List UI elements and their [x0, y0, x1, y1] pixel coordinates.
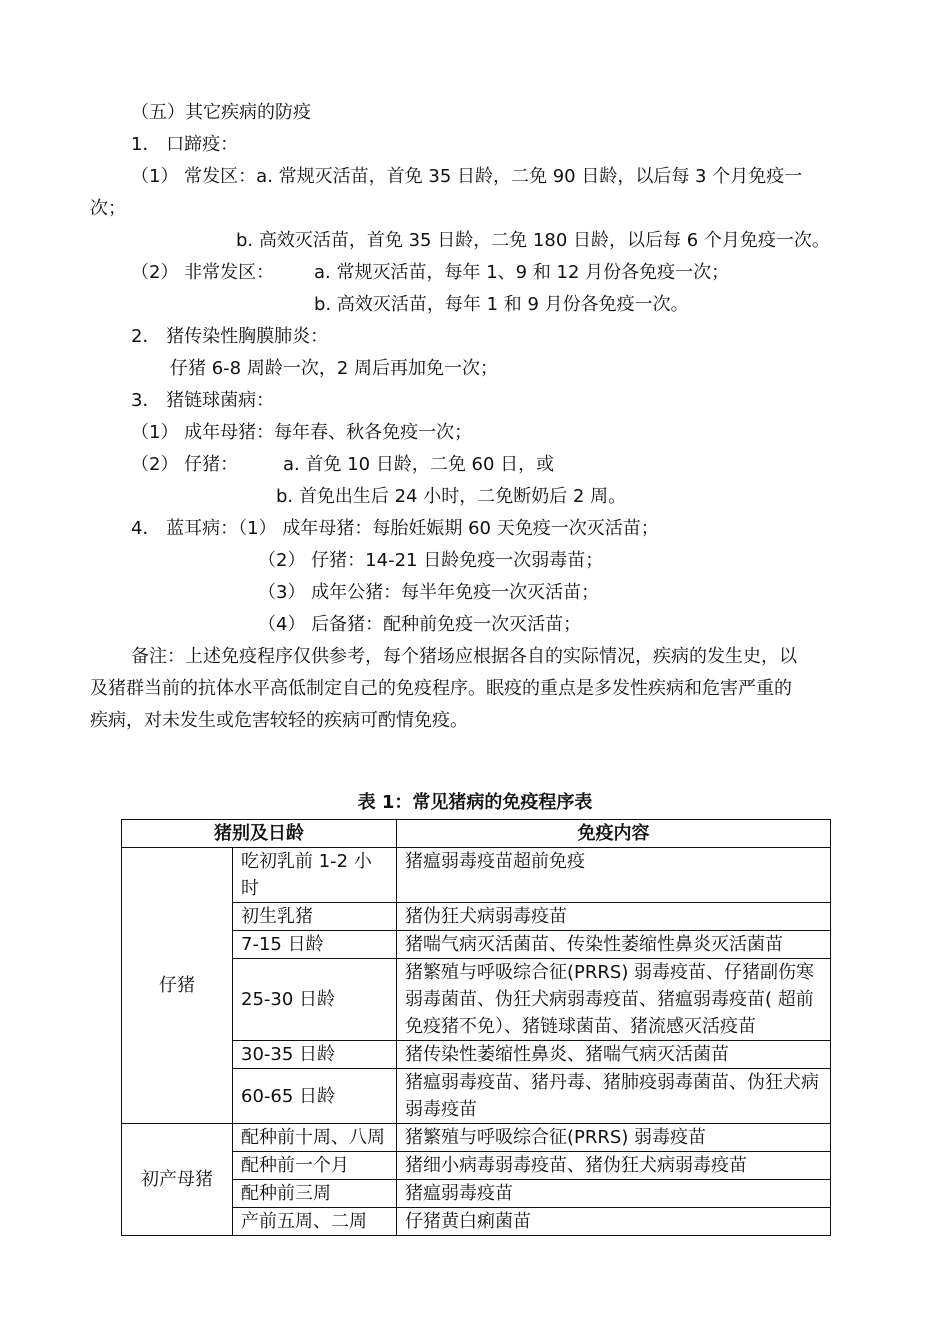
age-cell: 60-65 日龄 [233, 1069, 397, 1124]
table-header-row [122, 820, 831, 848]
paragraph-line: a. 首免 10 日龄，二免 60 日，或 [283, 454, 555, 475]
header-content: 免疫内容 [397, 820, 831, 848]
header-group-age: 猪别及日龄 [122, 820, 397, 848]
group-cell-piglet: 仔猪 [122, 848, 233, 1124]
age-cell: 7-15 日龄 [233, 931, 397, 959]
age-cell: 初生乳猪 [233, 903, 397, 931]
immunization-table [121, 819, 831, 1236]
content-cell: 猪传染性萎缩性鼻炎、猪喘气病灭活菌苗 [397, 1041, 831, 1069]
paragraph-line: 次； [90, 198, 126, 219]
age-cell: 配种前三周 [233, 1180, 397, 1208]
paragraph-line: （3） 成年公猪：每半年免疫一次灭活苗； [258, 582, 600, 603]
paragraph-line: （1） 常发区：a. 常规灭活苗，首免 35 日龄，二免 90 日龄，以后每 3 个月免疫一 [131, 166, 803, 187]
table-row [122, 1124, 831, 1152]
paragraph-line: （2） 仔猪： [131, 454, 239, 475]
content-cell: 猪繁殖与呼吸综合征(PRRS) 弱毒疫苗、仔猪副伤寒弱毒菌苗、伪狂犬病弱毒疫苗、猪瘟弱毒疫苗( 超前免疫猪不免）、猪链球菌苗、猪流感灭活疫苗 [397, 959, 831, 1041]
content-cell: 猪细小病毒弱毒疫苗、猪伪狂犬病弱毒疫苗 [397, 1152, 831, 1180]
paragraph-line: （1） 成年母猪：每年春、秋各免疫一次； [131, 422, 473, 443]
content-cell: 猪喘气病灭活菌苗、传染性萎缩性鼻炎灭活菌苗 [397, 931, 831, 959]
note-line: 疾病，对未发生或危害较轻的疾病可酌情免疫。 [90, 710, 468, 731]
paragraph-line: 仔猪 6-8 周龄一次，2 周后再加免一次； [170, 358, 499, 379]
table-title: 表 1：常见猪病的免疫程序表 [357, 792, 593, 813]
content-cell: 猪繁殖与呼吸综合征(PRRS) 弱毒疫苗 [397, 1124, 831, 1152]
paragraph-line: a. 常规灭活苗，每年 1、9 和 12 月份各免疫一次； [314, 262, 730, 283]
item-1-heading: 1． 口蹄疫： [131, 134, 239, 155]
paragraph-line: （2） 仔猪：14-21 日龄免疫一次弱毒苗； [258, 550, 604, 571]
note-line: 及猪群当前的抗体水平高低制定自己的免疫程序。眠疫的重点是多发性疾病和危害严重的 [90, 678, 792, 699]
content-cell: 仔猪黄白痢菌苗 [397, 1208, 831, 1236]
item-3-heading: 3． 猪链球菌病： [131, 390, 275, 411]
table-row [122, 848, 831, 903]
age-cell: 产前五周、二周 [233, 1208, 397, 1236]
content-cell: 猪瘟弱毒疫苗 [397, 1180, 831, 1208]
age-cell: 配种前十周、八周 [233, 1124, 397, 1152]
age-cell: 30-35 日龄 [233, 1041, 397, 1069]
item-4-heading: 4． 蓝耳病：（1） 成年母猪：每胎妊娠期 60 天免疫一次灭活苗； [131, 518, 659, 539]
paragraph-line: （4） 后备猪：配种前免疫一次灭活苗； [258, 614, 582, 635]
paragraph-line: （2） 非常发区： [131, 262, 275, 283]
paragraph-line: b. 高效灭活苗，首免 35 日龄，二免 180 日龄，以后每 6 个月免疫一次。 [236, 230, 830, 251]
content-cell: 猪伪狂犬病弱毒疫苗 [397, 903, 831, 931]
section-heading: （五）其它疾病的防疫 [131, 102, 311, 123]
age-cell: 配种前一个月 [233, 1152, 397, 1180]
note-line: 备注：上述免疫程序仅供参考，每个猪场应根据各自的实际情况，疾病的发生史，以 [131, 646, 797, 667]
age-cell: 25-30 日龄 [233, 959, 397, 1041]
content-cell: 猪瘟弱毒疫苗、猪丹毒、猪肺疫弱毒菌苗、伪狂犬病弱毒疫苗 [397, 1069, 831, 1124]
age-cell: 吃初乳前 1-2 小时 [233, 848, 397, 903]
group-cell-sow: 初产母猪 [122, 1124, 233, 1236]
paragraph-line: b. 高效灭活苗，每年 1 和 9 月份各免疫一次。 [314, 294, 689, 315]
content-cell: 猪瘟弱毒疫苗超前免疫 [397, 848, 831, 903]
paragraph-line: b. 首免出生后 24 小时，二免断奶后 2 周。 [276, 486, 627, 507]
item-2-heading: 2． 猪传染性胸膜肺炎： [131, 326, 329, 347]
